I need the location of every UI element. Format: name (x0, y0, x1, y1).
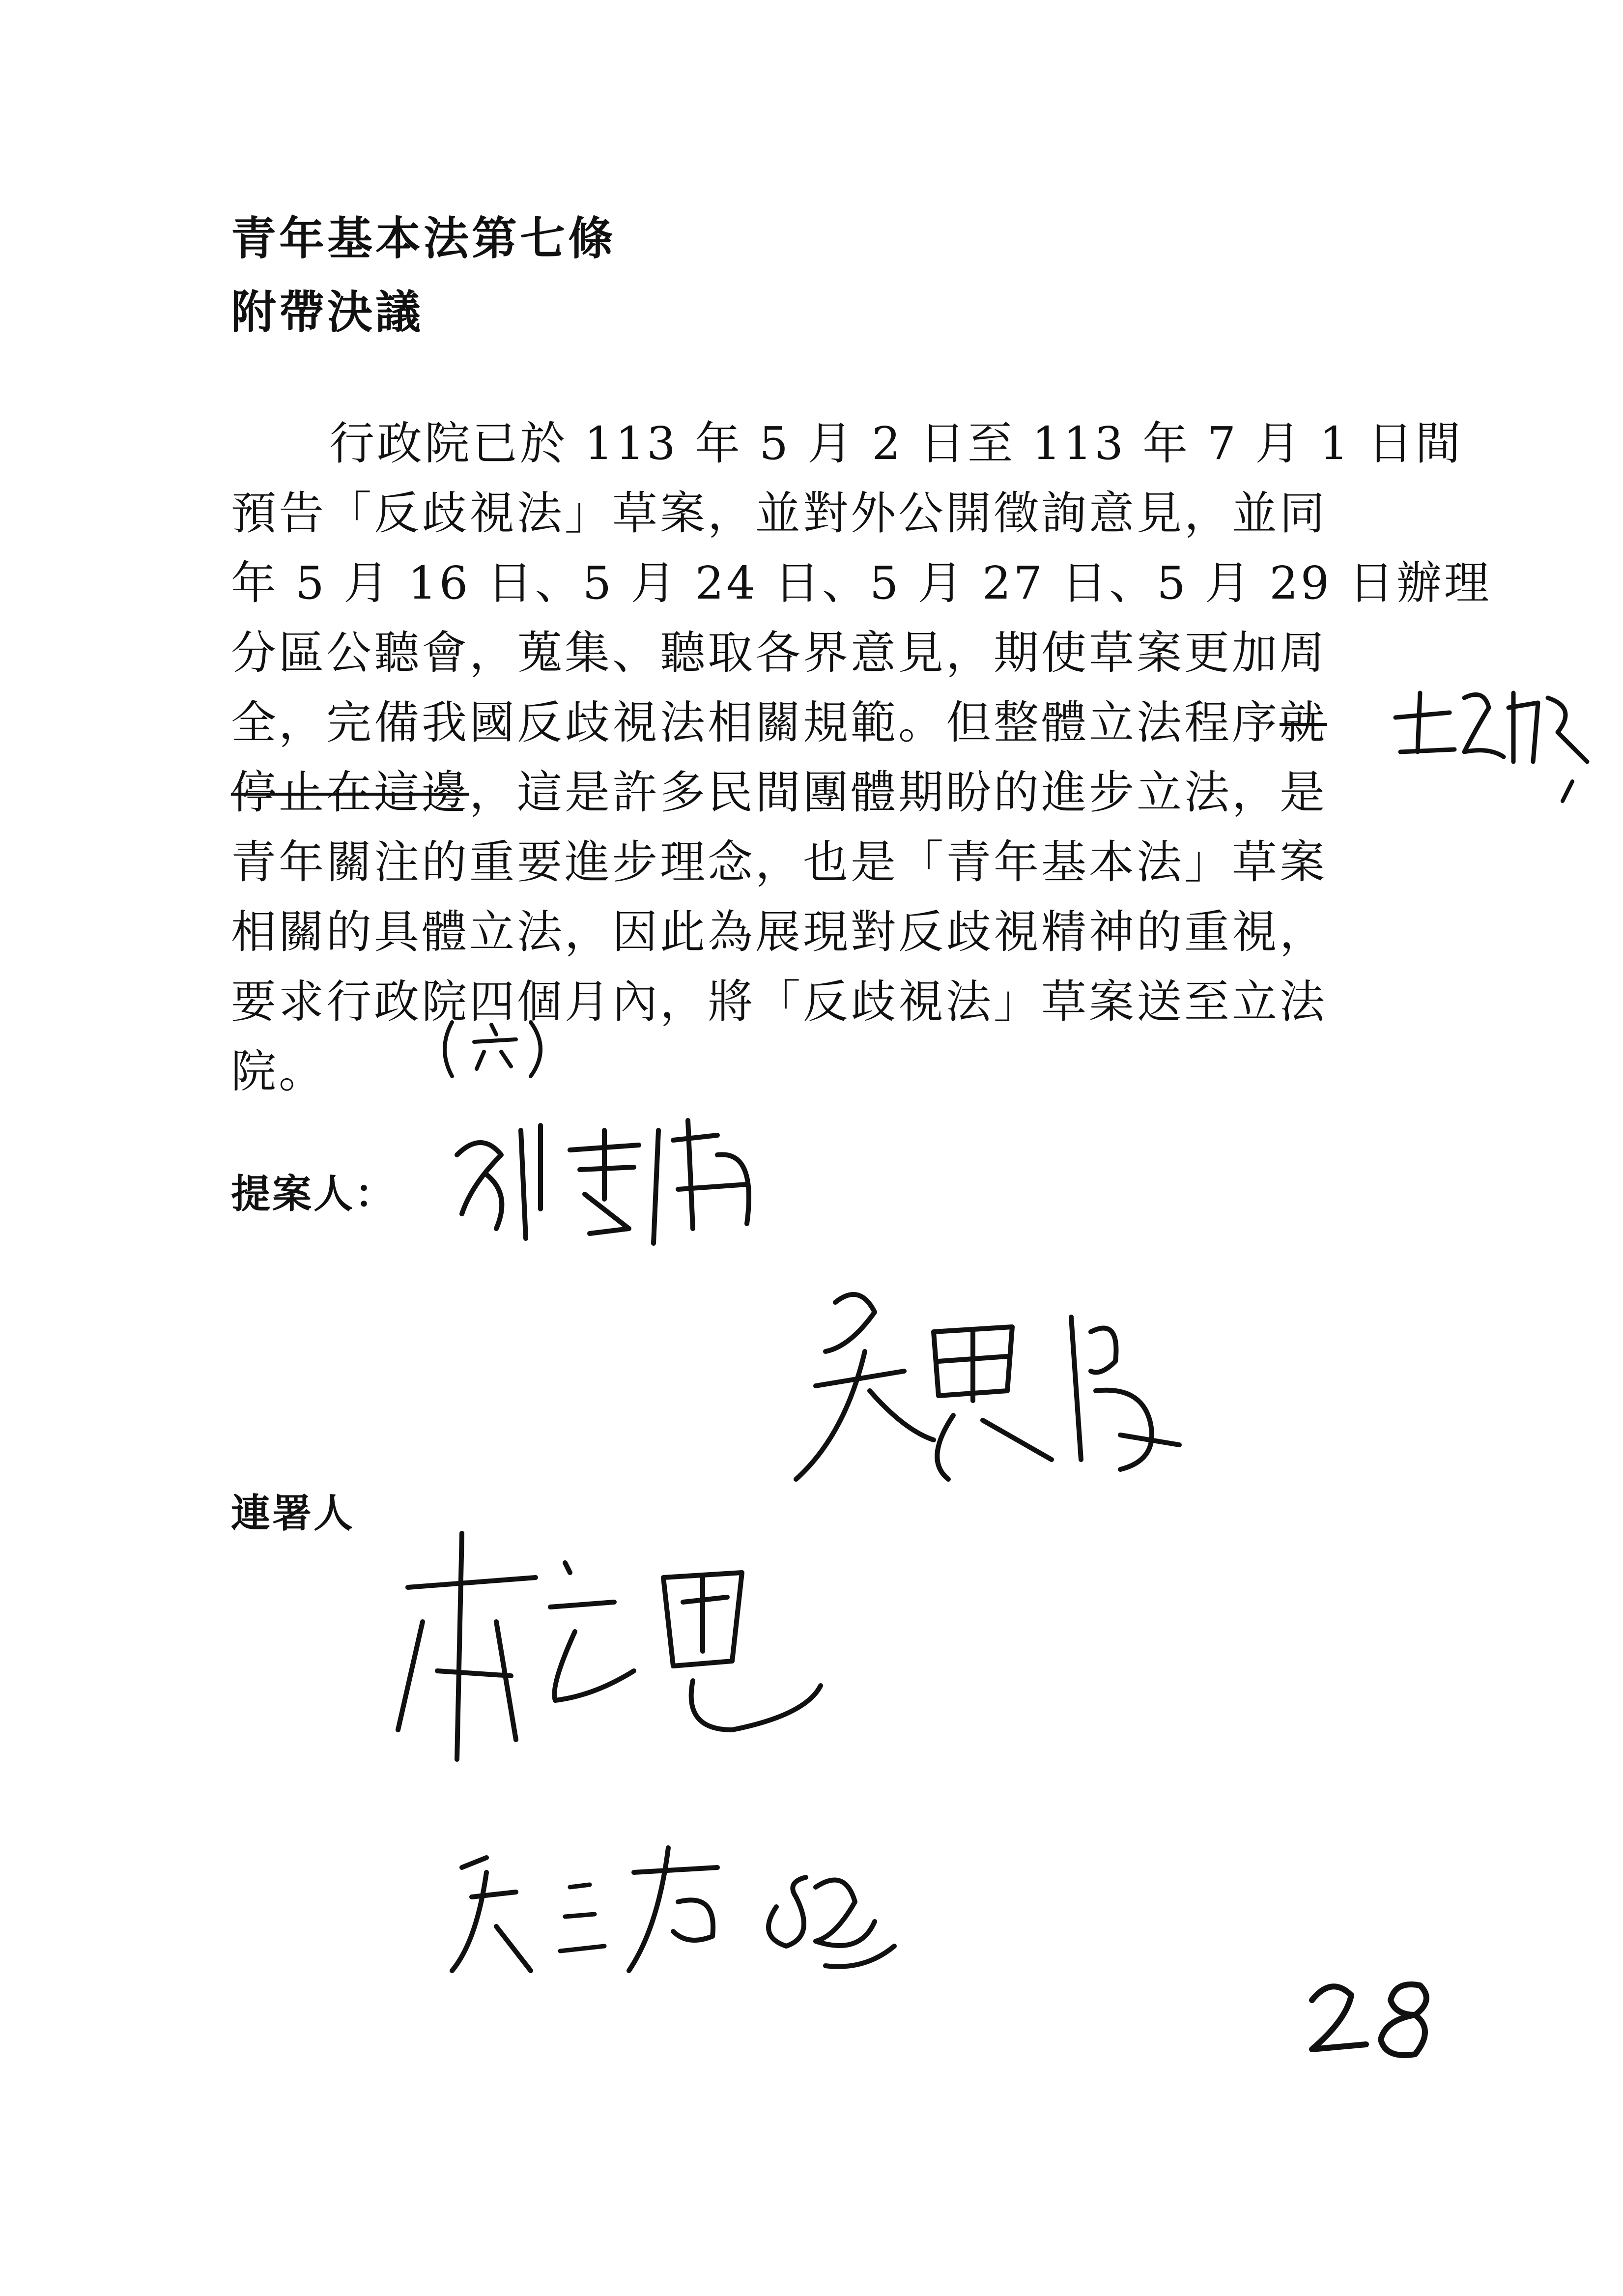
paragraph-line-with-strike (231, 688, 1376, 758)
cosigner-signature (388, 1523, 870, 1799)
paragraph-line: 相關的具體立法，因此為展現對反歧視精神的重視， (231, 906, 1328, 958)
proposer-label: 提案人： (231, 1171, 396, 1217)
document-subtitle: 附帶決議 (231, 286, 424, 339)
handwritten-margin-correction (1391, 678, 1597, 806)
handwritten-number-mark (432, 1012, 560, 1086)
resolution-paragraph (231, 409, 1492, 1107)
paragraph-line: 分區公聽會，蒐集、聽取各界意見，期使草案更加周 (231, 627, 1328, 679)
cosigner-signature (442, 1828, 934, 2000)
paragraph-line: 院。 (231, 1045, 327, 1098)
paragraph-line: 行政院已於 113 年 5 月 2 日至 113 年 7 月 1 日間 (329, 417, 1463, 470)
struck-word: 就 (1280, 696, 1328, 749)
paragraph-line: 年 5 月 16 日、5 月 24 日、5 月 27 日、5 月 29 日辦理 (231, 557, 1492, 609)
document-title: 青年基本法第七條 (231, 212, 617, 265)
paragraph-line-text: 全，完備我國反歧視法相關規範。但整體立法程序 (231, 696, 1280, 749)
paragraph-line: 預告「反歧視法」草案，並對外公開徵詢意見，並同 (231, 487, 1328, 540)
struck-text: 停止在這邊 (231, 766, 470, 819)
paragraph-line: 要求行政院四個月內，將「反歧視法」草案送至立法 (231, 976, 1328, 1028)
handwritten-page-number (1297, 1971, 1445, 2069)
paragraph-line-with-strike (231, 758, 1376, 828)
paragraph-line-text: ，這是許多民間團體期盼的進步立法，是 (469, 766, 1328, 819)
cosigner-signature (776, 1273, 1219, 1558)
paragraph-line: 青年關注的重要進步理念，也是「青年基本法」草案 (231, 836, 1328, 889)
proposer-signature (442, 1111, 786, 1258)
cosigner-label: 連署人 (231, 1491, 355, 1536)
